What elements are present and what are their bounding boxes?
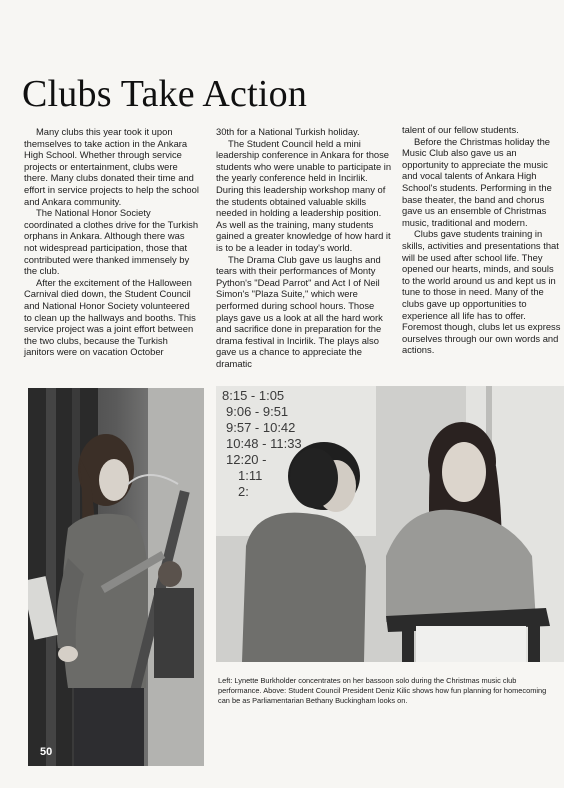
text-line: and vocal talents of Ankara High bbox=[402, 170, 537, 182]
paragraph: The Student Council held a mini leadership conference in Ankara for those students who were unable to participate in the yearly conference held in Incirlik. During this leadership workshop many of the students obtained valuable skills needed in holding a leadership position. As well as the training, many students gained a greater knowledge of how hard it is to be a leader in today's world. bbox=[216, 137, 392, 253]
text-line: will be used after school life. They bbox=[402, 251, 543, 263]
text-line: music, traditional and modern. bbox=[402, 216, 528, 228]
photo-student-council bbox=[216, 386, 564, 662]
text-line: tune to those in need. Many of the bbox=[402, 286, 544, 298]
photo-bassoon-player bbox=[28, 388, 204, 766]
caption-line: performance. Above: Student Council President Deniz Kilic shows how fun planning for homecoming bbox=[218, 686, 547, 695]
photo-caption bbox=[218, 676, 564, 706]
text-line: base theater, the band and chorus bbox=[402, 193, 545, 205]
caption-line: can be as Parliamentarian Bethany Buckingham looks on. bbox=[218, 696, 408, 705]
article-column-3 bbox=[402, 124, 562, 356]
text-line: Before the Christmas holiday the bbox=[414, 135, 551, 147]
page-number: 50 bbox=[40, 746, 53, 758]
text-line: gave us an ensemble of Christmas bbox=[402, 205, 547, 217]
whiteboard-line: 1:11 bbox=[238, 468, 263, 483]
text-line: School's students. Performing in the bbox=[402, 181, 552, 193]
whiteboard-line: 9:06 - 9:51 bbox=[226, 404, 289, 419]
bassoon-photo-illustration bbox=[28, 388, 204, 766]
text-line: opportunity to appreciate the music bbox=[402, 158, 548, 170]
text-line: opened our hearts, minds, and souls bbox=[402, 263, 554, 275]
whiteboard-line: 12:20 - bbox=[226, 452, 267, 467]
text-line: Music Club also gave us an bbox=[402, 147, 517, 159]
whiteboard-line: 9:57 - 10:42 bbox=[226, 420, 296, 435]
whiteboard-line: 10:48 - 11:33 bbox=[226, 436, 302, 451]
whiteboard-line: 8:15 - 1:05 bbox=[222, 388, 285, 403]
paragraph: Many clubs this year took it upon themselves to take action in the Ankara High School. Whether through service projects or entertainment, clubs were there. Many clubs donated their time and effort in service projects to help the school and Ankara community. bbox=[24, 126, 199, 207]
text-line: experience all life has to offer. bbox=[402, 309, 526, 321]
text-line: Clubs gave students training in bbox=[414, 228, 543, 240]
whiteboard-line: 2: bbox=[238, 484, 249, 499]
text-line: talent of our fellow students. bbox=[402, 124, 519, 135]
paragraph: After the excitement of the Halloween Carnival died down, the Student Council and National Honor Society volunteered to clean up the hallways and booths. This service project was a joint effort between the two clubs, because the Turkish janitors were on vacation October bbox=[24, 276, 196, 358]
text-line: to the world around us and kept us in bbox=[402, 274, 556, 286]
text-line: clubs gave up opportunities to bbox=[402, 297, 527, 309]
text-line: Foremost though, clubs let us express bbox=[402, 321, 561, 333]
caption-line: Left: Lynette Burkholder concentrates on her bassoon solo during the Christmas music club bbox=[218, 676, 517, 685]
page-headline: Clubs Take Action bbox=[22, 73, 308, 115]
article-column-2 bbox=[216, 126, 392, 369]
text-line: skills, activities and presentations that bbox=[402, 239, 559, 251]
paragraph: 30th for a National Turkish holiday. bbox=[216, 126, 360, 137]
paragraph: The National Honor Society coordinated a clothes drive for the Turkish orphans in Ankara. Although there was not widespread participation, those that contributed were thanked immensely by the club. bbox=[24, 207, 199, 277]
text-line: actions. bbox=[402, 344, 435, 356]
article-column-1 bbox=[24, 126, 200, 358]
paragraph: The Drama Club gave us laughs and tears with their performances of Monty Python's "Dead Parrot" and Act I of Neil Simon's "Plaza Suite," which were performed during school hours. Those plays gave us a look at all the hard work and sacrifice done in preparation for the drama festival in Incirlik. The plays also gave us a chance to appreciate the dramatic bbox=[216, 253, 383, 369]
text-line: ourselves through our own words and bbox=[402, 332, 559, 344]
